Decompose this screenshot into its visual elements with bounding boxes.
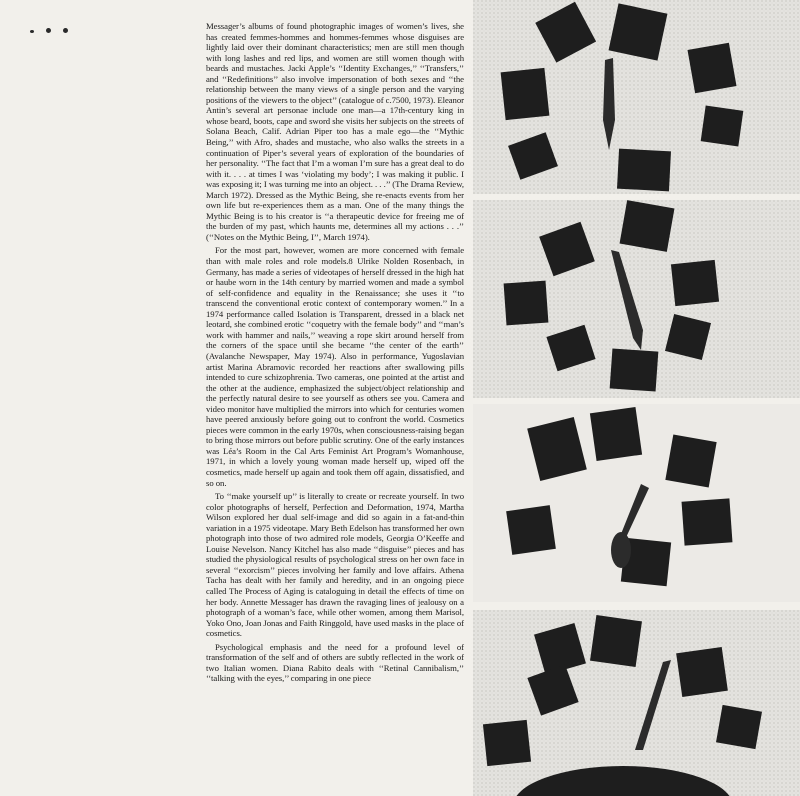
photo-panel-4	[473, 610, 800, 796]
binding-hole	[30, 30, 34, 33]
photo-4-image	[473, 610, 800, 796]
binding-hole	[46, 28, 51, 33]
photo-1-image	[473, 0, 800, 194]
photo-panel-3	[473, 404, 800, 602]
binding-hole	[63, 28, 68, 33]
photo-2-image	[473, 200, 800, 398]
article-paragraph: Psychological emphasis and the need for a profound level of transformation of the self and of others are subtly reflected in the work of two Italian women. Diana Rabito deals with ‘‘Retinal Cannibalism,’’ ‘‘talking with the eyes,’’ comparing in one piece	[206, 641, 464, 684]
article-paragraph: For the most part, however, women are more concerned with female than with male roles and role models.8 Ulrike Nolden Rosenbach, in Germany, has made a series of videotapes of herself dressed in the high hat or haube worn in the 14th century by married women and made a symbol of self-confidence and equality in the Renaissance; she uses it ‘‘to transcend the conventional erotic context of contemporary women.’’ In a 1974 performance called Isolation is Transparent, dressed in a black net leotard, she combined erotic ‘‘coquetry with the female body’’ and ‘‘man’s work with hammer and nails,’’ weaving a rope skirt around herself from the corners of the space until she became ‘‘the center of the earth’’ (Avalanche Newspaper, May 1974). Also in performance, Yugoslavian artist Marina Abramovic recorded her reactions after swallowing pills intended to cure schizophrenia. Two cameras, one pointed at the artist and the other at the audience, emphasized the subject/object relationship and the perfectly natural desire to see yourself as others see you. Camera and video monitor have multiplied the mirrors into which for centuries women have peered anxiously before going out to confront the world. Cosmetics pieces were common in the early 1970s, when consciousness-raising began to bring those mirrors out before public scrutiny. One of the early instances was Léa’s Room in the Cal Arts Feminist Art Program’s Womanhouse, 1971, in which a lovely young woman made herself up, wiped off the cosmetics, made herself up again and took them off again, dissatisfied, and so on.	[206, 245, 464, 488]
photo-panel-2	[473, 200, 800, 398]
binding-holes	[30, 26, 70, 36]
article-paragraph: To ‘‘make yourself up’’ is literally to create or recreate yourself. In two color photographs of herself, Perfection and Deformation, 1974, Martha Wilson explored her dual self-image and did so again in a fat-and-thin variation in a 1975 videotape. Mary Beth Edelson has transformed her own photograph into those of two admired role models, Georgia O’Keeffe and Louise Nevelson. Nancy Kitchel has also made ‘‘disguise’’ pieces and has studied the physiological results of psychological stress on her own face in several ‘‘exorcism’’ pieces involving her family and love affairs. Athena Tacha has dealt with her family and heredity, and in an ongoing piece called The Process of Aging is cataloguing in detail the effects of time on her body. Annette Messager has drawn the ravaging lines of jealousy on a photograph of a woman’s face, while other women, among them Marisol, Yoko Ono, Joan Jonas and Faith Ringgold, have used masks in the place of cosmetics.	[206, 491, 464, 639]
photo-3-image	[473, 404, 800, 602]
photo-sequence	[473, 0, 800, 796]
photo-panel-1	[473, 0, 800, 194]
article-paragraph: Messager’s albums of found photographic images of women’s lives, she has created femmes-hommes and hommes-femmes whose disguises are lightly laid over their dominant characteristics; men are still men though with long lashes and red lips, and women are still women though with beards and mustaches. Jacki Apple’s ‘‘Identity Exchanges,’’ ‘‘Transfers,’’ and ‘‘Redefinitions’’ also involve impersonation of both sexes and ‘‘the relationship between the many views of a single person and the varying positions of the viewers to the object’’ (catalogue of c.7500, 1973). Eleanor Antin’s several art personae include one man—a 17th-century king in whose beard, boots, cape and sword she visits her subjects on the streets of Solana Beach, Calif. Adrian Piper too has a male ego—the ‘‘Mythic Being,’’ with Afro, shades and mustache, who also walks the streets in a continuation of Piper’s several years of exploration of the boundaries of her personality. ‘‘The fact that I’m a woman I’m sure has a great deal to do with it. . . . at times I was ‘violating my body’; I was making it public. I was exposing it; I was turning me into an object. . . .’’ (The Drama Review, March 1972). Dressed as the Mythic Being, she re-enacts events from her own life but re-experiences them as a man. One of the many things the Mythic Being is to his creator is ‘‘a therapeutic device for freeing me of the burden of my past, which haunts me, determines all my actions . . .’’ (‘‘Notes on the Mythic Being, I’’, March 1974).	[206, 21, 464, 242]
article-text-column	[206, 21, 464, 687]
